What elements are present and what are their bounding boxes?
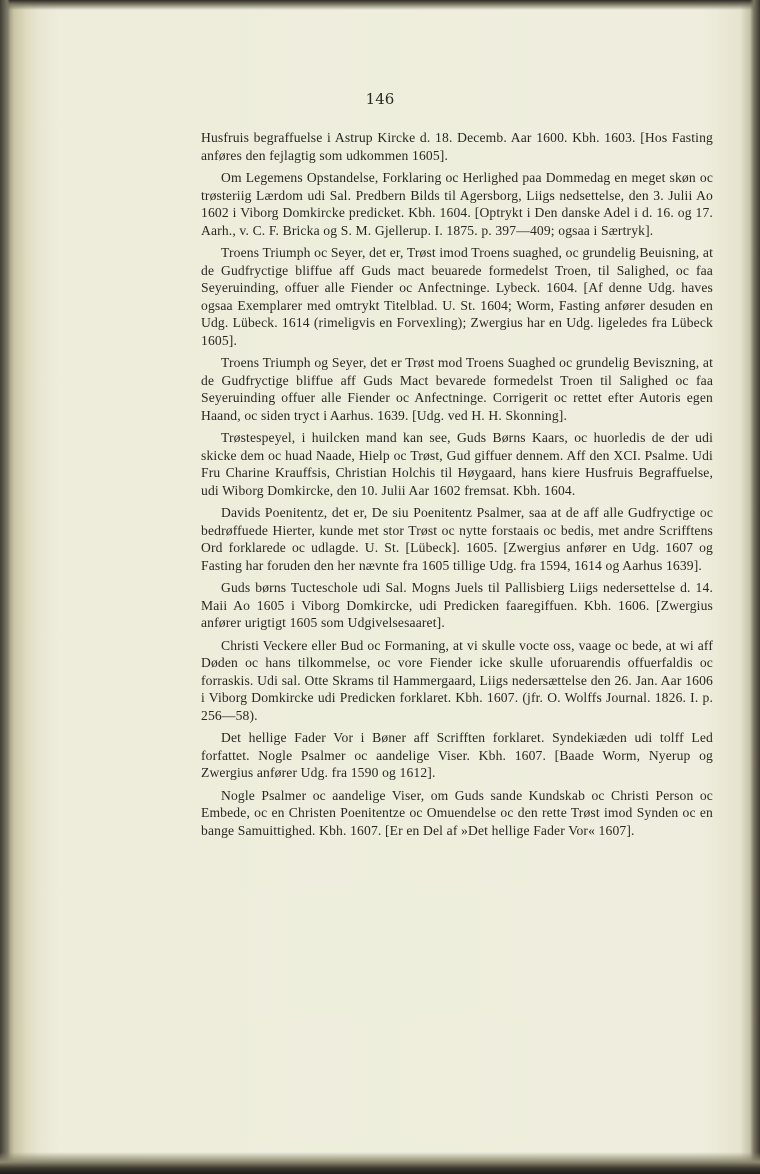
- bibliography-entry-8: Christi Veckere eller Bud oc Formaning, at vi skulle vocte oss, vaage oc bede, at wi aff Døden oc hans tilkommelse, oc vore Fiender icke skulle uforuarendis offuerfaldis oc forraskis. Udi sal. Otte Skrams til Hammergaard, Liigs nedersættelse den 26. Jan. Aar 1606 i Viborg Domkircke udi Predicken forklaret. Kbh. 1607. (jfr. O. Wolffs Journal. 1826. I. p. 256—58).: [201, 637, 713, 723]
- bibliography-entry-10: Nogle Psalmer oc aandelige Viser, om Guds sande Kundskab oc Christi Person oc Embede, oc en Christen Poenitentze oc Omuendelse oc den rette Trøst imod Synden oc en bange Samuittighed. Kbh. 1607. [Er en Del af »Det hellige Fader Vor« 1607].: [201, 787, 713, 838]
- bibliography-entry-2: Om Legemens Opstandelse, Forklaring oc Herlighed paa Dommedag en meget skøn oc trøsteriig Lærdom udi Sal. Predbern Bilds til Agersborg, Liigs nedsettelse, den 3. Julii Ao 1602 i Viborg Domkircke predicket. Kbh. 1604. [Optrykt i Den danske Adel i d. 16. og 17. Aarh., v. C. F. Bricka og S. M. Gjellerup. I. 1875. p. 397—409; ogsaa i Særtryk].: [201, 170, 713, 238]
- top-page-shadow: [0, 0, 760, 10]
- bibliography-entry-5: Trøstespeyel, i huilcken mand kan see, Guds Børns Kaars, oc huorledis de der udi skicke dem oc huad Naade, Hielp oc Trøst, Gud giffuer dennem. Aff den XCI. Psalme. Udi Fru Charine Krauffsis, Christian Holchis til Høygaard, hans kiere Husfruis Begraffuelse, udi Wiborg Domkircke, den 10. Julii Aar 1602 fremsat. Kbh. 1604.: [201, 430, 713, 498]
- bibliography-entry-9: Det hellige Fader Vor i Bøner aff Scrifften forklaret. Syndekiæden udi tolff Led forfattet. Nogle Psalmer oc aandelige Viser. Kbh. 1607. [Baade Worm, Nyerup og Zwergius anfører Udg. fra 1590 og 1612].: [201, 730, 713, 780]
- bibliography-text: [201, 129, 713, 844]
- bottom-page-shadow: [0, 1152, 760, 1174]
- bibliography-entry-3: Troens Triumph oc Seyer, det er, Trøst imod Troens suaghed, oc grundelig Beuisning, at de Gudfryctige bliffue aff Guds mact beuarede formedelst Troen, til Salighed, oc faa Seyeruinding, offuer alle Fiender oc Anfectninge. Lybeck. 1604. [Af denne Udg. haves ogsaa Exemplarer med omtrykt Titelblad. U. St. 1604; Worm, Fasting anfører desuden en Udg. Lübeck. 1614 (rimeligvis en Forvexling); Zwergius har en Udg. ligeledes fra Lübeck 1605].: [201, 245, 714, 348]
- right-page-edge: [750, 0, 760, 1174]
- left-binding-edge: [0, 0, 10, 1174]
- bibliography-entry-4: Troens Triumph og Seyer, det er Trøst mod Troens Suaghed oc grundelig Beviszning, at de Gudfryctige bliffue aff Guds Mact bevarede formedelst Troen til Salighed oc faa Seyeruinding offuer alle Fiender oc Anfectninge. Corrigerit oc rettet efter Autoris egen Haand, oc siden tryct i Aarhus. 1639. [Udg. ved H. H. Skonning].: [201, 355, 713, 423]
- page-number: 146: [365, 90, 395, 108]
- bibliography-entry-7: Guds børns Tucteschole udi Sal. Mogns Juels til Pallisbierg Liigs nedersettelse d. 14. Maii Ao 1605 i Viborg Domkircke, udi Predicken faaregiffuen. Kbh. 1606. [Zwergius anfører urigtigt 1605 som Udgivelsesaaret].: [201, 580, 713, 630]
- bibliography-entry-6: Davids Poenitentz, det er, De siu Poenitentz Psalmer, saa at de aff alle Gudfryctige oc bedrøffuede Hierter, kunde met stor Trøst oc nytte forstaais oc bedis, met andre Scrifftens Ord forklarede oc udlagde. U. St. [Lübeck]. 1605. [Zwergius anfører en Udg. 1607 og Fasting har foruden den her nævnte fra 1605 tillige Udg. fra 1594, 1614 og Aarhus 1639].: [201, 505, 713, 573]
- bibliography-entry-1: Husfruis begraffuelse i Astrup Kircke d. 18. Decemb. Aar 1600. Kbh. 1603. [Hos Fasting anføres den fejlagtig som udkommen 1605].: [201, 130, 713, 163]
